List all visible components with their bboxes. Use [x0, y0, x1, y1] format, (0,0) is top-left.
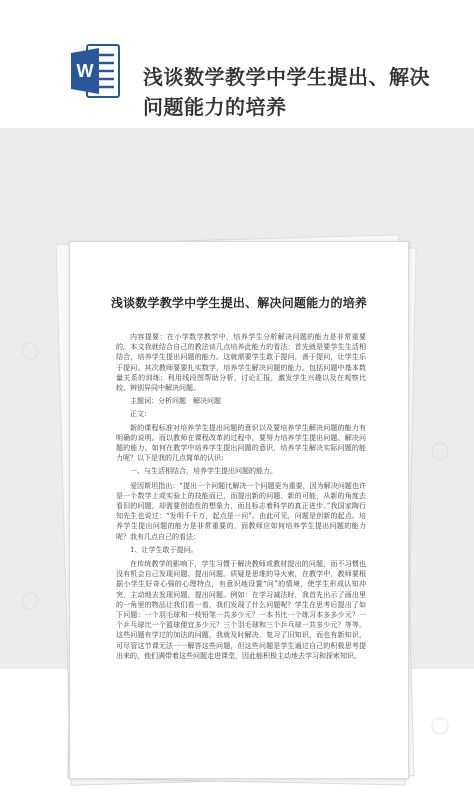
keywords-line: 主题词：分析问题 解决问题: [130, 397, 221, 406]
document-title: 浅谈数学教学中学生提出、解决问题能力的培养: [110, 296, 368, 310]
intro-paragraph: 新的课程标准对培养学生提出问题的意识以及要培养学生解决问题的能力有明确的说明。而以教师在课程改革的过程中，要努力培养学生提出问题、解决问题的能力。如何在教学中培养学生提出问题的意识，培养学生解决实际问题的能力呢？以下是我的几点简单的认识：: [116, 423, 366, 463]
abstract-paragraph: 内容提要：在小学数学教学中，培养学生分析解决问题的能力是非常重要的。本文我就结合自己的教法谈几点培养此能力的看法：首先就是要学生生活相结合，培养学生提出问题的能力。这就需要学生敢于提问，善于提问，让学生乐于提问。其次教师要要扎实数学，培养学生解决问题的能力。包括问题中基本数量关系的训练；利用线段图帮助分析，讨论汇报，激发学生兴趣以及在观察比较、辨别异同中解决问题。: [116, 333, 366, 393]
word-document-icon: [69, 43, 121, 99]
body-paragraph: 在传统教学的影响下，学生习惯于解决教师或教材提出的问题，而不习惯也没有机会自己发现问题、提出问题。质疑是思维的导火索，在教学中，教师要根据小学生好奇心强的心理特点，有意识地设置“问”的情境，使学生形成认知冲突，主动地去发现问题、提出问题。例如：在学习减法时，我首先出示了画出里的一角里的物品让我们看一看，我们发现了什么问题呢？学生在思考后提出了如下问题：一个羽毛球和一枝铅笔一共多少元？一本书比一个练习本多多少元？一个乒乓球比一个篮球便宜多少元？三个羽毛球和三个乒乓球一共多少元？等等。这些问题有学过的加法的问题，我就及时解决，复习了旧知识，而也有新知识，可尽管这节课无法一一解答这些问题，但这些问题是学生通过自己的积极思考提出来的，他们满带着这些问题走进课堂，因此能积极主动地去学习和探索知识。: [116, 560, 366, 660]
subsection-heading: 1、让学生敢于提问。: [130, 545, 198, 554]
body-heading: 正文：: [130, 410, 151, 419]
document-body: [116, 332, 366, 664]
document-page: [69, 241, 409, 779]
page-title: 浅谈数学教学中学生提出、解决问题能力的培养: [143, 65, 430, 119]
body-paragraph: 爱因斯坦指出：“提出一个问题比解决一个问题更为重要，因为解决问题也许是一个数学上或实验上的技能而已，而提出新的问题、新的可能，从新的角度去看旧的问题，却需要创造性的想象力，而且标志着科学的真正进步。”我国家陶行知先生也说过：“发明千千万，起点是一问”。由此可见，问题是创新的起点。培养学生提出问题的能力是非常重要的，而教师应如何培养学生提出问题的能力呢？我有几点自己的看法：: [116, 481, 366, 541]
word-icon-letter: W: [76, 61, 94, 81]
section-heading: 一、与生活相结合，培养学生提出问题的能力。: [130, 467, 277, 476]
document-preview-area: [0, 128, 474, 669]
header-banner: [0, 0, 474, 128]
